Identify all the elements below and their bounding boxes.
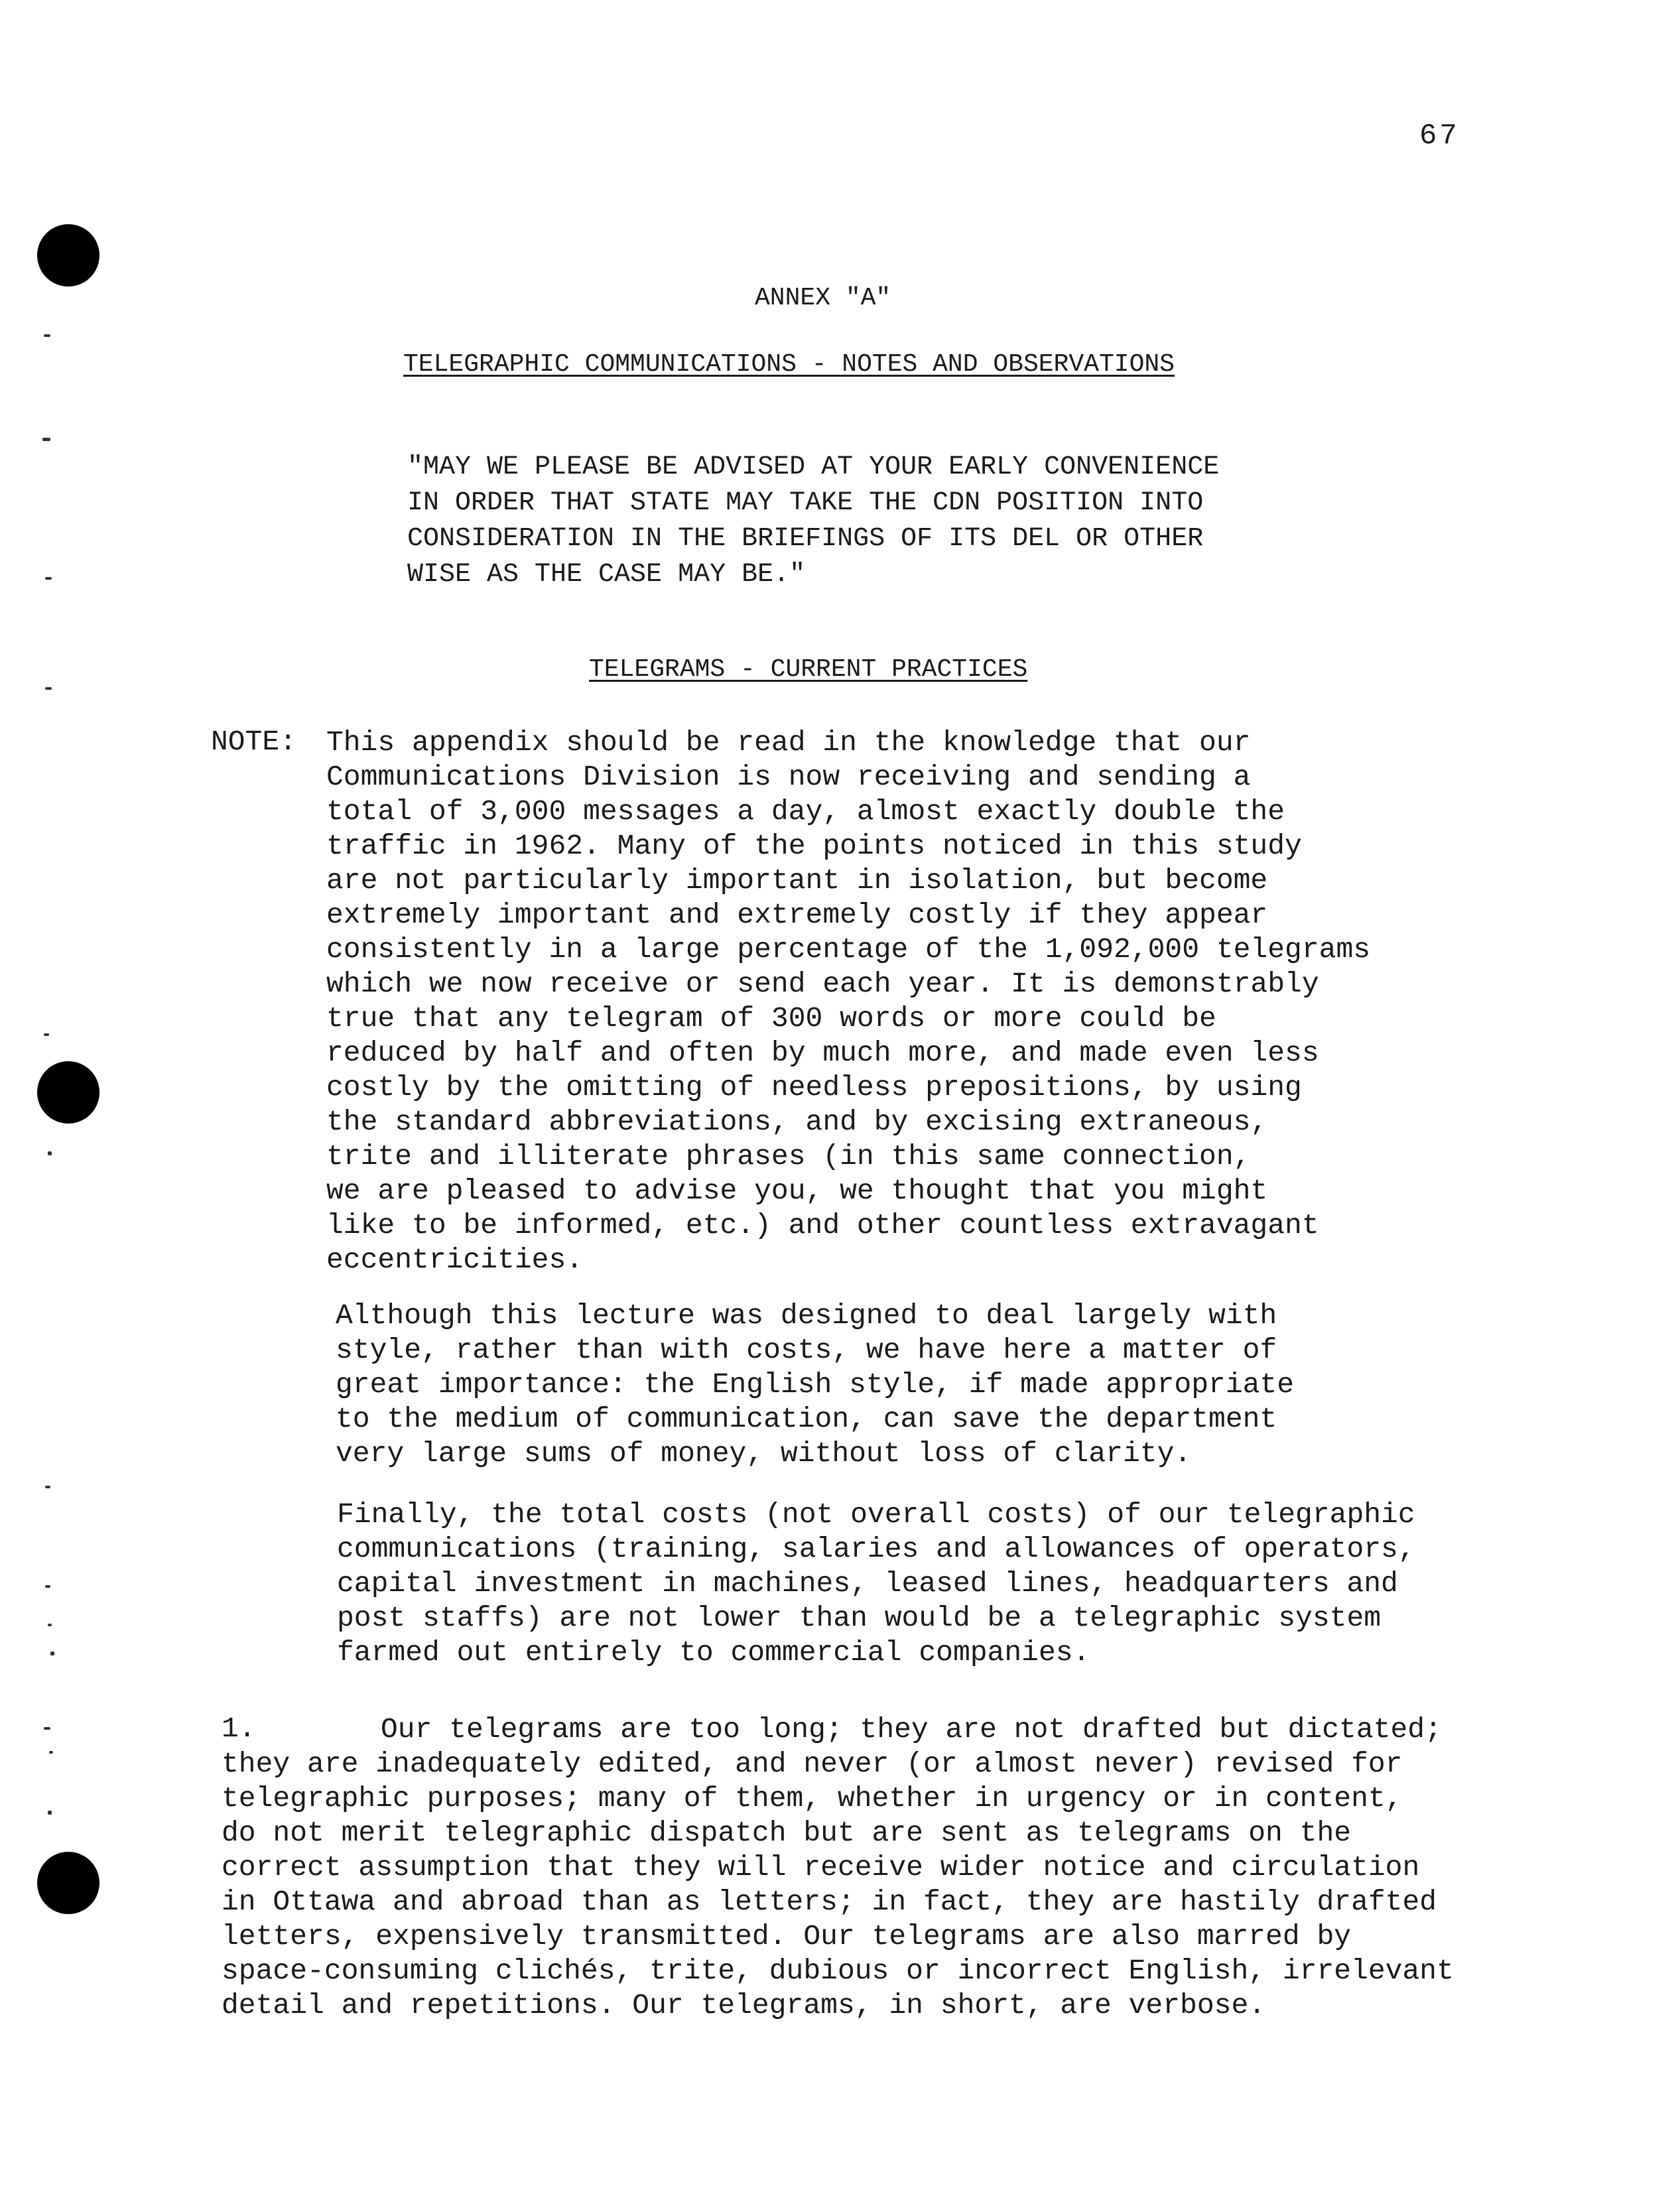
margin-speck <box>50 1651 54 1655</box>
paragraph-line: are not particularly important in isolation, but become <box>326 864 1268 897</box>
paragraph-line: correct assumption that they will receive wider notice and circulation <box>222 1851 1420 1884</box>
margin-speck <box>42 438 50 441</box>
paragraph-line: extremely important and extremely costly if they appear <box>326 899 1268 931</box>
paragraph-line: eccentricities. <box>326 1244 584 1276</box>
note-paragraph-2 <box>336 1299 1294 1471</box>
paragraph-line: letters, expensively transmitted. Our telegrams are also marred by <box>222 1920 1352 1953</box>
note-label: NOTE: <box>211 726 297 758</box>
margin-speck <box>48 1151 52 1155</box>
page-number: 67 <box>1419 119 1460 153</box>
paragraph-line: like to be informed, etc.) and other countless extravagant <box>326 1209 1319 1242</box>
paragraph-line: post staffs) are not lower than would be a telegraphic system <box>337 1602 1382 1634</box>
paragraph-line: they are inadequately edited, and never (or almost never) revised for <box>222 1748 1403 1780</box>
punch-hole-top <box>37 224 99 287</box>
paragraph-line: total of 3,000 messages a day, almost exactly double the <box>326 795 1285 828</box>
paragraph-line: to the medium of communication, can save the department <box>336 1403 1277 1435</box>
paragraph-line: which we now receive or send each year. It is demonstrably <box>326 968 1319 1000</box>
margin-speck <box>48 1624 52 1626</box>
margin-speck <box>45 1585 50 1588</box>
margin-speck <box>44 1727 50 1730</box>
note-paragraph-1 <box>326 726 1370 1277</box>
quoted-telegram-example <box>407 450 1296 593</box>
section-heading-current-practices: TELEGRAMS - CURRENT PRACTICES <box>589 655 1028 684</box>
quote-line: IN ORDER THAT STATE MAY TAKE THE CDN POSITION INTO <box>407 488 1204 518</box>
note-paragraph-3 <box>337 1498 1415 1670</box>
paragraph-line: communications (training, salaries and allowances of operators, <box>337 1533 1415 1565</box>
paragraph-line: consistently in a large percentage of the 1,092,000 telegrams <box>326 933 1371 966</box>
margin-speck <box>45 577 52 580</box>
paragraph-line: Although this lecture was designed to deal largely with <box>336 1299 1277 1332</box>
paragraph-line: costly by the omitting of needless prepositions, by using <box>326 1071 1302 1104</box>
margin-speck <box>44 1033 49 1036</box>
section-heading-communications: TELEGRAPHIC COMMUNICATIONS - NOTES AND OBSERVATIONS <box>403 350 1175 379</box>
paragraph-line: capital investment in machines, leased lines, headquarters and <box>337 1567 1398 1600</box>
paragraph-line: trite and illiterate phrases (in this same connection, <box>326 1140 1251 1173</box>
paragraph-line: we are pleased to advise you, we thought that you might <box>326 1175 1268 1207</box>
paragraph-line: reduced by half and often by much more, and made even less <box>326 1037 1319 1069</box>
margin-speck <box>44 334 50 337</box>
paragraph-line: do not merit telegraphic dispatch but are sent as telegrams on the <box>222 1817 1352 1849</box>
punch-hole-middle <box>37 1061 99 1124</box>
paragraph-line: great importance: the English style, if made appropriate <box>336 1368 1295 1401</box>
margin-speck <box>45 1486 50 1488</box>
paragraph-line: This appendix should be read in the knowledge that our <box>326 726 1251 759</box>
paragraph-line: very large sums of money, without loss of clarity. <box>336 1437 1192 1470</box>
annex-title: ANNEX "A" <box>755 284 891 312</box>
paragraph-line: space-consuming clichés, trite, dubious or incorrect English, irrelevant <box>222 1955 1454 1987</box>
item-1-paragraph <box>222 1713 1454 2023</box>
margin-speck <box>48 1811 52 1815</box>
paragraph-line: farmed out entirely to commercial companies. <box>337 1636 1090 1669</box>
paragraph-line: telegraphic purposes; many of them, whether in urgency or in content, <box>222 1782 1403 1815</box>
margin-speck <box>49 1751 53 1754</box>
paragraph-line: detail and repetitions. Our telegrams, in short, are verbose. <box>222 1989 1266 2022</box>
quote-line: "MAY WE PLEASE BE ADVISED AT YOUR EARLY CONVENIENCE <box>407 452 1220 482</box>
quote-line: CONSIDERATION IN THE BRIEFINGS OF ITS DEL OR OTHER <box>407 524 1204 554</box>
paragraph-line: Communications Division is now receiving and sending a <box>326 761 1251 793</box>
quote-line: WISE AS THE CASE MAY BE." <box>407 560 806 590</box>
paragraph-line: style, rather than with costs, we have here a matter of <box>336 1334 1277 1366</box>
paragraph-line: Finally, the total costs (not overall costs) of our telegraphic <box>337 1498 1415 1531</box>
paragraph-line: traffic in 1962. Many of the points noticed in this study <box>326 830 1302 862</box>
paragraph-line: in Ottawa and abroad than as letters; in fact, they are hastily drafted <box>222 1886 1437 1918</box>
margin-speck <box>45 687 52 690</box>
item-number: 1. <box>222 1713 256 1745</box>
paragraph-line: the standard abbreviations, and by excising extraneous, <box>326 1106 1268 1138</box>
punch-hole-bottom <box>37 1852 99 1914</box>
paragraph-line: true that any telegram of 300 words or more could be <box>326 1002 1216 1035</box>
paragraph-line: Our telegrams are too long; they are not drafted but dictated; <box>381 1713 1442 1746</box>
